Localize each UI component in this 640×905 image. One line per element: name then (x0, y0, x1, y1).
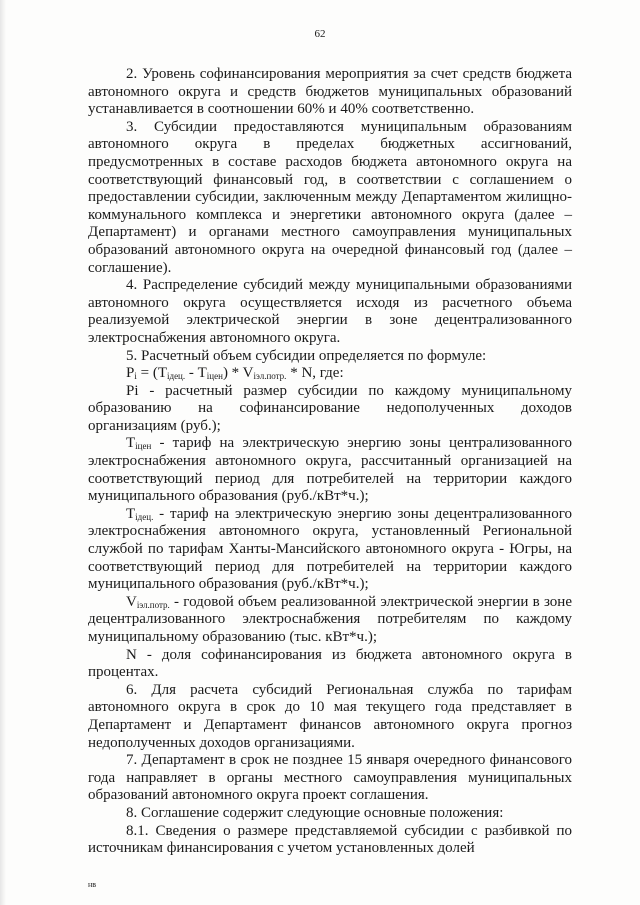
definition-symbol: T (126, 505, 136, 522)
definition-n (88, 647, 572, 682)
formula-close: ) * V (222, 365, 254, 382)
formula-tail: * N, где: (286, 365, 344, 382)
definition-v (88, 594, 572, 647)
definition-text: - годовой объем реализованной электрической энергии в зоне децентрализованного электроснабжения потребителям по каждому муниципальному образованию (тыс. кВт*ч.); (88, 593, 572, 645)
definition-text: - тариф на электрическую энергию зоны децентрализованного электроснабжения автономного округа, установленный Региональной службой по тарифам Ханты-Мансийского автономного округа - Югры, на соответствующий период для потребителей на территории каждого муниципального образования (руб./кВт*ч.); (88, 505, 572, 593)
definition-symbol: T (126, 435, 136, 452)
definition-symbol: N (126, 646, 137, 663)
definition-subscript: iдец. (135, 511, 154, 522)
definition-symbol: Pi (126, 382, 139, 399)
paragraph-4: 4. Распределение субсидий между муниципальными образованиями автономного округа осуществляется исходя из расчетного объема реализуемой электрической энергии в зоне децентрализованного электроснабжения автономного округа. (88, 277, 572, 346)
formula-lhs: P (126, 365, 135, 382)
definition-symbol: V (126, 593, 137, 610)
definition-text: - расчетный размер субсидии по каждому муниципальному образованию на софинансирование недополученных доходов организациям (руб.); (88, 382, 572, 434)
document-body (88, 66, 572, 858)
page-number: 62 (314, 28, 326, 40)
paragraph-7: 7. Департамент в срок не позднее 15 января очередного финансового года направляет в органы местного самоуправления муниципальных образований автономного округа проект соглашения. (88, 752, 572, 804)
definition-pi (88, 383, 572, 436)
definition-text: - тариф на электрическую энергию зоны централизованного электроснабжения автономного округа, рассчитанный организацией на соответствующий период для потребителей на территории каждого муниципального образования (руб./кВт*ч.); (88, 435, 572, 505)
formula-t1-sub: iдец. (166, 371, 186, 382)
paragraph-8-1: 8.1. Сведения о размере представляемой субсидии с разбивкой по источникам финансирования с учетом установленных долей (88, 822, 572, 857)
formula-minus: - T (185, 365, 207, 382)
footer-mark: нв (88, 880, 97, 889)
paragraph-6: 6. Для расчета субсидий Региональная служба по тарифам автономного округа в срок до 10 мая текущего года представляет в Департамент и Департамент финансов автономного округа прогноз недополученных доходов организациями. (88, 681, 572, 751)
formula-v-sub: iэл.потр. (253, 371, 287, 382)
formula-t2-sub: iцен (206, 371, 223, 382)
definition-t-cen (88, 435, 572, 505)
definition-t-dec (88, 506, 572, 594)
formula-eq: = (T (136, 365, 167, 382)
paragraph-2: 2. Уровень софинансирования мероприятия за счет средств бюджета автономного округа и средств бюджетов муниципальных образований устанавливается в соотношении 60% и 40% соответственно. (88, 66, 572, 118)
definition-text: - доля софинансирования из бюджета автономного округа в процентах. (88, 646, 572, 681)
paragraph-8: 8. Соглашение содержит следующие основные положения: (126, 804, 504, 821)
definition-subscript: iцен (135, 441, 152, 452)
formula (88, 365, 572, 383)
paragraph-5: 5. Расчетный объем субсидии определяется по формуле: (126, 347, 487, 364)
formula-lhs-sub: i (134, 371, 137, 382)
paragraph-3: 3. Субсидии предоставляются муниципальным образованиям автономного округа в пределах бюджетных ассигнований, предусмотренных в составе расходов бюджета автономного округа на соответствующий финансовый год, в соответствии с соглашением о предоставлении субсидии, заключенным между Департаментом жилищно-коммунального комплекса и энергетики автономного округа (далее – Департамент) и органами местного самоуправления муниципальных образований автономного округа на очередной финансовый год (далее – соглашение). (88, 118, 572, 276)
definition-subscript: iэл.потр. (136, 599, 170, 610)
